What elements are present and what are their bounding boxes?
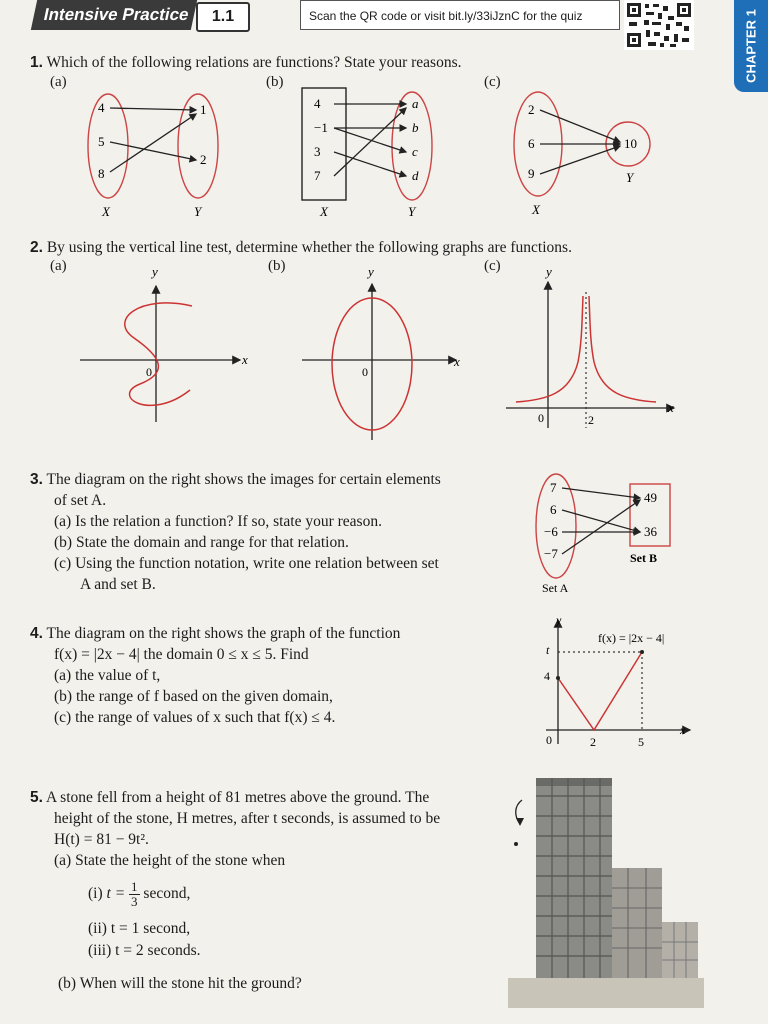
subpart-a: [30, 850, 500, 871]
origin-label: 0: [146, 365, 152, 379]
element-label: 6: [550, 502, 557, 517]
mapping-arrow: [540, 110, 620, 142]
subpart-text: Using the function notation, write one relation between set: [75, 555, 439, 572]
mapping-arrow: [334, 152, 406, 176]
element-label: 4: [314, 96, 321, 111]
y-axis-label: y: [546, 264, 552, 279]
subpart-iii: [88, 940, 201, 961]
part-b-label: (b): [268, 258, 286, 274]
subpart-label: (c): [54, 555, 72, 572]
element-label: c: [412, 144, 418, 159]
subpart-ii: [88, 918, 190, 939]
building-annex: [662, 922, 698, 978]
mapping-arrow: [562, 500, 640, 554]
origin-label: 0: [546, 733, 552, 747]
subpart-text: the range of values of x such that f(x) ≤ 4.: [75, 709, 336, 726]
question-number: 5.: [30, 789, 43, 806]
y-axis-label: y: [556, 614, 562, 627]
set-label: Y: [194, 204, 202, 219]
subpart-text: A and set B.: [80, 576, 156, 593]
set-label: X: [320, 204, 328, 219]
fraction-numerator: 1: [131, 879, 138, 894]
subpart-text: second,: [143, 885, 191, 903]
y-axis-label: y: [152, 264, 158, 279]
question-number: 2.: [30, 239, 43, 256]
x-axis-label: x: [454, 354, 460, 369]
origin-label: 0: [538, 411, 544, 425]
graph-a: [80, 262, 250, 432]
subpart-label: (iii): [88, 942, 112, 959]
subpart-i: [88, 880, 190, 920]
question-1-stem: [30, 52, 461, 73]
mapping-diagram-a: [80, 86, 230, 220]
chapter-tab[interactable]: [734, 0, 768, 92]
subpart-b: [30, 532, 510, 553]
part-a-label: (a): [50, 74, 67, 90]
element-label: −1: [314, 120, 328, 135]
subpart-text: Is the relation a function? If so, state your reason.: [75, 513, 382, 530]
subpart-c: [30, 553, 510, 574]
point: [556, 676, 560, 680]
question-3-stem: [30, 469, 510, 595]
mapping-arrow: [334, 128, 406, 152]
asymptote-label: 2: [588, 413, 594, 427]
section-title-banner: [31, 0, 197, 30]
x-tick-label: 2: [590, 735, 596, 749]
part-c-label: (c): [484, 258, 501, 274]
subpart-text: State the height of the stone when: [75, 852, 286, 869]
t-label: t: [546, 643, 550, 657]
question-text: height of the stone, H metres, after t seconds, is assumed to be: [54, 810, 441, 827]
set-b-label: Set B: [630, 551, 657, 565]
graph-c: [506, 262, 686, 434]
set-a-label: Set A: [542, 581, 569, 595]
subpart-text: State the domain and range for that relation.: [75, 534, 349, 551]
function-label: f(x) = |2x − 4|: [598, 631, 665, 645]
x-tick-label: 5: [638, 735, 644, 749]
mapping-diagram-q3: [534, 462, 684, 598]
y-axis-label: y: [368, 264, 374, 279]
mapping-arrow: [562, 488, 640, 498]
set-x-box: [302, 88, 346, 200]
element-label: 7: [550, 480, 557, 495]
element-label: 4: [98, 100, 105, 115]
element-label: −7: [544, 546, 558, 561]
left-branch-curve: [516, 296, 583, 402]
element-label: b: [412, 120, 419, 135]
ground: [508, 978, 704, 1008]
fraction: [129, 880, 140, 909]
mapping-arrow: [540, 146, 620, 174]
mapping-diagram-b: [294, 86, 444, 220]
qr-code-icon[interactable]: [624, 0, 694, 50]
quiz-link-banner[interactable]: Scan the QR code or visit bit.ly/33iJznC for the quiz: [300, 0, 620, 30]
question-number: 3.: [30, 471, 43, 488]
stone-icon: [514, 842, 518, 846]
part-a-label: (a): [50, 258, 67, 274]
question-text: The diagram on the right shows the graph of the function: [46, 625, 401, 642]
subpart-label: (ii): [88, 920, 107, 937]
x-axis-label: x: [680, 723, 686, 737]
set-x-oval: [88, 94, 128, 198]
element-label: 9: [528, 166, 535, 181]
subpart-text: t = 1 second,: [110, 920, 191, 937]
question-text: Which of the following relations are functions? State your reasons.: [46, 54, 462, 71]
element-label: d: [412, 168, 419, 183]
part-c-label: (c): [484, 74, 501, 90]
section-title: Intensive Practice: [42, 5, 191, 24]
question-text: H(t) = 81 − 9t².: [54, 831, 149, 848]
question-text: By using the vertical line test, determine whether the following graphs are functions.: [46, 239, 572, 256]
subpart-label: (b): [54, 688, 73, 705]
set-label: X: [102, 204, 110, 219]
question-text: The diagram on the right shows the images for certain elements: [46, 471, 441, 488]
question-text: of set A.: [54, 492, 107, 509]
subpart-label: (a): [54, 513, 72, 530]
part-b-label: (b): [266, 74, 284, 90]
subpart-label: (i): [88, 885, 103, 903]
s-curve: [125, 303, 192, 405]
origin-label: 0: [362, 365, 368, 379]
building-lower-block: [612, 868, 662, 978]
set-label: Y: [408, 204, 416, 219]
element-label: 6: [528, 136, 535, 151]
mapping-arrow: [110, 114, 196, 172]
question-number: 1.: [30, 54, 43, 71]
question-4-stem: [30, 623, 510, 728]
question-text: A stone fell from a height of 81 metres above the ground. The: [45, 789, 430, 806]
right-branch-curve: [589, 296, 656, 402]
subpart-label: (c): [54, 709, 72, 726]
graph-b: [296, 262, 466, 442]
y-tick-label: 4: [544, 669, 550, 683]
chapter-tab-label: CHAPTER 1: [743, 9, 759, 83]
question-5-stem: [30, 787, 500, 871]
mapping-arrow: [110, 142, 196, 160]
element-label: a: [412, 96, 419, 111]
element-label: −6: [544, 524, 558, 539]
subpart-text: the value of t,: [75, 667, 161, 684]
section-number: 1.1: [196, 2, 250, 32]
subpart-text: the range of f based on the given domain,: [75, 688, 333, 705]
subpart-label: (b): [54, 534, 73, 551]
element-label: 2: [200, 152, 207, 167]
mapping-diagram-c: [504, 86, 664, 220]
element-label: 5: [98, 134, 105, 149]
x-axis-label: x: [242, 352, 248, 367]
question-text: f(x) = |2x − 4| the domain 0 ≤ x ≤ 5. Find: [54, 646, 309, 663]
mapping-arrow: [562, 510, 640, 532]
subpart-a: [30, 665, 510, 686]
point: [640, 650, 644, 654]
set-label: Y: [626, 170, 634, 185]
element-label: 1: [200, 102, 207, 117]
absolute-value-graph: [526, 614, 696, 754]
subpart-c: [30, 707, 510, 728]
mapping-arrow: [334, 108, 406, 176]
element-label: 10: [624, 136, 637, 151]
subpart-label: (b): [58, 975, 77, 992]
x-axis-label: x: [668, 400, 674, 415]
v-shaped-curve: [558, 652, 642, 730]
subpart-label: (a): [54, 852, 72, 869]
element-label: 8: [98, 166, 105, 181]
element-label: 49: [644, 490, 657, 505]
subpart-text: When will the stone hit the ground?: [79, 975, 302, 992]
subpart-b: [30, 686, 510, 707]
element-label: 2: [528, 102, 535, 117]
subpart-label: (a): [54, 667, 72, 684]
subpart-b: [58, 973, 302, 994]
building-photo: [508, 772, 704, 1008]
question-2-stem: [30, 237, 572, 258]
subpart-text: t = 2 seconds.: [115, 942, 201, 959]
set-label: X: [532, 202, 540, 217]
question-number: 4.: [30, 625, 43, 642]
subpart-text: t =: [106, 885, 126, 903]
element-label: 36: [644, 524, 657, 539]
fraction-denominator: 3: [131, 894, 138, 909]
subpart-a: [30, 511, 510, 532]
element-label: 3: [314, 144, 321, 159]
element-label: 7: [314, 168, 321, 183]
